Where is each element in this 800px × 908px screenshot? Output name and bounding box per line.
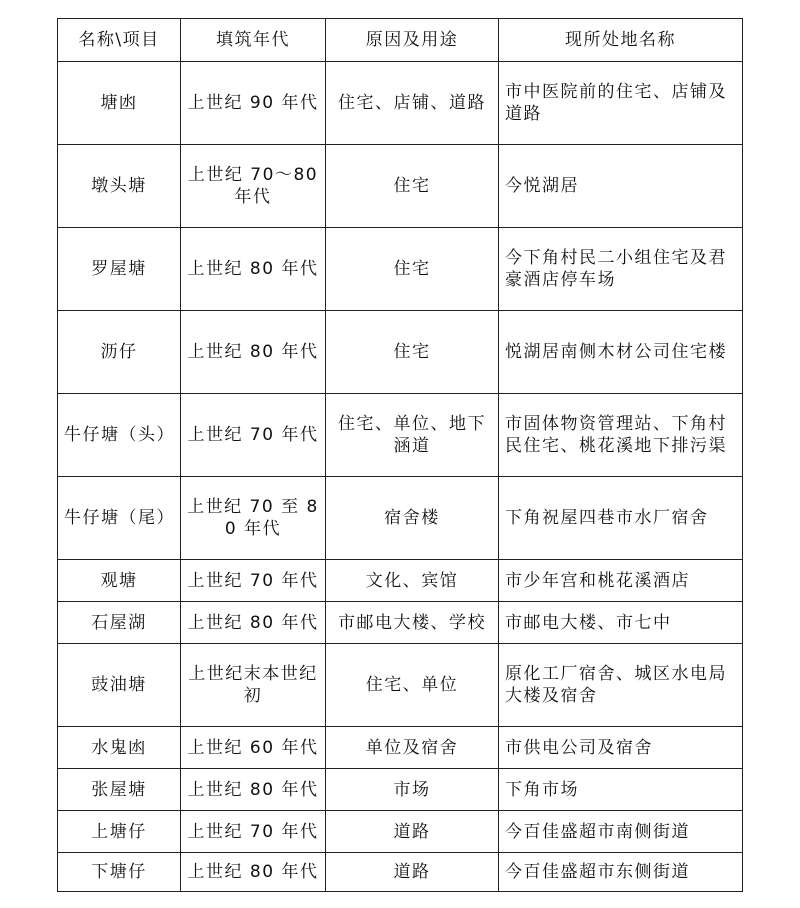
table-row: [58, 311, 743, 394]
cell-location: 市邮电大楼、市七中: [499, 602, 743, 644]
cell-location: 今百佳盛超市东侧街道: [499, 853, 743, 892]
cell-location: 下角祝屋四巷市水厂宿舍: [499, 477, 743, 560]
cell-location: 市供电公司及宿舍: [499, 727, 743, 769]
cell-name: 石屋湖: [58, 602, 181, 644]
cell-era: 上世纪 70 年代: [181, 394, 326, 477]
cell-location: 今悦湖居: [499, 145, 743, 228]
cell-location: 市中医院前的住宅、店铺及道路: [499, 62, 743, 145]
cell-name: 豉油塘: [58, 644, 181, 727]
cell-era: 上世纪 80 年代: [181, 769, 326, 811]
cell-name: 上塘仔: [58, 811, 181, 853]
cell-location: 今下角村民二小组住宅及君豪酒店停车场: [499, 228, 743, 311]
pond-fill-table: [57, 18, 743, 892]
cell-era: 上世纪末本世纪初: [181, 644, 326, 727]
table-row: [58, 394, 743, 477]
cell-location: 悦湖居南侧木材公司住宅楼: [499, 311, 743, 394]
cell-era: 上世纪 80 年代: [181, 228, 326, 311]
header-name-item: 名称\项目: [58, 19, 181, 62]
header-fill-era: 填筑年代: [181, 19, 326, 62]
cell-name: 罗屋塘: [58, 228, 181, 311]
cell-name: 下塘仔: [58, 853, 181, 892]
header-reason-purpose: 原因及用途: [326, 19, 499, 62]
cell-purpose: 住宅: [326, 311, 499, 394]
cell-purpose: 市场: [326, 769, 499, 811]
table-row: [58, 602, 743, 644]
cell-era: 上世纪 80 年代: [181, 602, 326, 644]
cell-era: 上世纪 80 年代: [181, 853, 326, 892]
cell-era: 上世纪 90 年代: [181, 62, 326, 145]
table-row: [58, 228, 743, 311]
cell-purpose: 住宅、单位: [326, 644, 499, 727]
table-row: [58, 145, 743, 228]
cell-name: 塘凼: [58, 62, 181, 145]
cell-purpose: 文化、宾馆: [326, 560, 499, 602]
table-row: [58, 62, 743, 145]
cell-location: 市少年宫和桃花溪酒店: [499, 560, 743, 602]
cell-name: 墩头塘: [58, 145, 181, 228]
cell-name: 水鬼凼: [58, 727, 181, 769]
cell-purpose: 宿舍楼: [326, 477, 499, 560]
cell-name: 沥仔: [58, 311, 181, 394]
cell-purpose: 住宅、店铺、道路: [326, 62, 499, 145]
cell-name: 牛仔塘（头）: [58, 394, 181, 477]
table-row: [58, 811, 743, 853]
cell-purpose: 单位及宿舍: [326, 727, 499, 769]
cell-name: 牛仔塘（尾）: [58, 477, 181, 560]
cell-purpose: 住宅、单位、地下涵道: [326, 394, 499, 477]
cell-name: 张屋塘: [58, 769, 181, 811]
cell-purpose: 住宅: [326, 145, 499, 228]
cell-era: 上世纪 70 至 80 年代: [181, 477, 326, 560]
cell-purpose: 道路: [326, 853, 499, 892]
table-row: [58, 727, 743, 769]
cell-location: 市固体物资管理站、下角村民住宅、桃花溪地下排污渠: [499, 394, 743, 477]
cell-era: 上世纪 70 年代: [181, 560, 326, 602]
cell-era: 上世纪 60 年代: [181, 727, 326, 769]
cell-era: 上世纪 70～80 年代: [181, 145, 326, 228]
header-current-location: 现所处地名称: [499, 19, 743, 62]
table-row: [58, 644, 743, 727]
cell-era: 上世纪 80 年代: [181, 311, 326, 394]
cell-location: 下角市场: [499, 769, 743, 811]
table-header-row: [58, 19, 743, 62]
cell-purpose: 住宅: [326, 228, 499, 311]
cell-location: 原化工厂宿舍、城区水电局大楼及宿舍: [499, 644, 743, 727]
table-row: [58, 477, 743, 560]
cell-location: 今百佳盛超市南侧街道: [499, 811, 743, 853]
cell-name: 观塘: [58, 560, 181, 602]
cell-purpose: 市邮电大楼、学校: [326, 602, 499, 644]
table-row: [58, 560, 743, 602]
table-row: [58, 853, 743, 892]
cell-purpose: 道路: [326, 811, 499, 853]
table-row: [58, 769, 743, 811]
cell-era: 上世纪 70 年代: [181, 811, 326, 853]
